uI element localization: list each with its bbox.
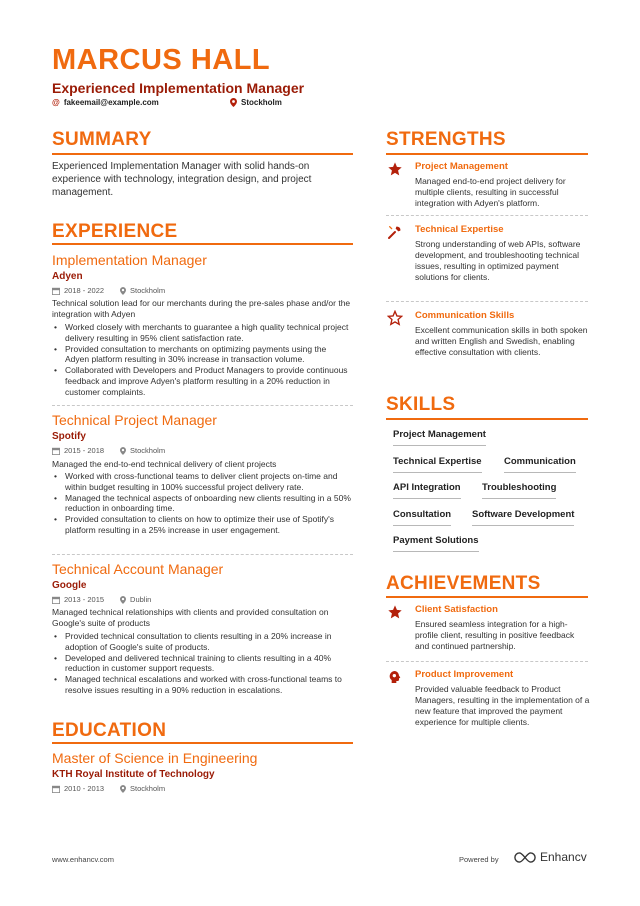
job-meta bbox=[52, 595, 151, 604]
divider bbox=[386, 301, 588, 302]
divider bbox=[52, 554, 353, 555]
strength-text: Strong understanding of web APIs, software development, and troubleshooting technical issues, resulting in optimized payment solutions for clients. bbox=[415, 239, 581, 282]
experience-rule bbox=[52, 243, 353, 245]
achievement-title: Client Satisfaction bbox=[415, 604, 498, 615]
job-role: Technical Account Manager bbox=[52, 561, 224, 577]
brand-logo[interactable] bbox=[514, 850, 587, 864]
job-location: Dublin bbox=[130, 595, 152, 604]
achievement-title: Product Improvement bbox=[415, 669, 514, 680]
achievement-text: Ensured seamless integration for a high-profile client, resulting in positive feedback and continued partnership. bbox=[415, 619, 575, 651]
list-item: • Worked with cross-functional teams to deliver client projects on-time and within budget resulting in 100% successful project delivery rate. bbox=[52, 471, 352, 493]
location-pin-icon bbox=[230, 98, 237, 107]
skill-tag: Project Management bbox=[393, 429, 486, 446]
education-rule bbox=[52, 742, 353, 744]
star-icon bbox=[386, 603, 404, 621]
list-item: • Managed the technical aspects of onboarding new clients resulting in a 50% reduction in onboarding time. bbox=[52, 493, 352, 515]
calendar-icon bbox=[52, 785, 60, 793]
candidate-name: MARCUS HALL bbox=[52, 44, 271, 76]
brand-name: Enhancv bbox=[540, 850, 587, 864]
list-item: • Provided technical consultation to clients resulting in a 20% increase in adoption of Google's suite of products. bbox=[52, 631, 352, 653]
job-location: Stockholm bbox=[130, 446, 166, 455]
job-company: Adyen bbox=[52, 271, 83, 282]
calendar-icon bbox=[52, 447, 60, 455]
job-role: Implementation Manager bbox=[52, 252, 207, 268]
achievements-rule bbox=[386, 596, 588, 598]
location-pin-icon bbox=[120, 785, 126, 793]
summary-heading: SUMMARY bbox=[52, 129, 152, 150]
education-location: Stockholm bbox=[130, 784, 166, 793]
calendar-icon bbox=[52, 596, 60, 604]
education-dates: 2010 - 2013 bbox=[64, 784, 105, 793]
wrench-icon bbox=[386, 223, 404, 241]
list-item: • Provided consultation to merchants on optimizing payments using the Adyen platform resulting in 30% increase in transaction volume. bbox=[52, 344, 352, 366]
location-pin-icon bbox=[120, 596, 126, 604]
achievement-text: Provided valuable feedback to Product Managers, resulting in the implementation of a new feature that improved the payment experience for multiple clients. bbox=[415, 684, 590, 727]
calendar-icon bbox=[52, 287, 60, 295]
skills-heading: SKILLS bbox=[386, 394, 456, 415]
job-company: Spotify bbox=[52, 431, 86, 442]
job-location: Stockholm bbox=[130, 286, 166, 295]
degree: Master of Science in Engineering bbox=[52, 750, 258, 766]
skill-tag: Consultation bbox=[393, 509, 451, 526]
job-dates: 2015 - 2018 bbox=[64, 446, 105, 455]
strength-title: Communication Skills bbox=[415, 310, 515, 321]
skills-rule bbox=[386, 418, 588, 420]
divider bbox=[386, 661, 588, 662]
location-text: Stockholm bbox=[241, 98, 282, 107]
summary-text: Experienced Implementation Manager with solid hands-on experience with technology, integration design, and project management. bbox=[52, 161, 312, 198]
job-bullets bbox=[52, 631, 352, 696]
infinity-icon bbox=[514, 852, 536, 863]
job-dates: 2018 - 2022 bbox=[64, 286, 105, 295]
candidate-title: Experienced Implementation Manager bbox=[52, 80, 305, 96]
job-bullets bbox=[52, 322, 352, 398]
experience-heading: EXPERIENCE bbox=[52, 221, 178, 242]
job-bullets bbox=[52, 471, 352, 536]
at-icon: @ bbox=[52, 98, 60, 107]
location-contact bbox=[230, 98, 282, 107]
achievements-heading: ACHIEVEMENTS bbox=[386, 573, 541, 594]
strength-text: Excellent communication skills in both spoken and written English and Swedish, enabling effective consultation with clients. bbox=[415, 325, 588, 357]
job-description: Managed the end-to-end technical delivery of client projects bbox=[52, 459, 277, 469]
skill-tag: Communication bbox=[504, 456, 576, 473]
skill-tag: Troubleshooting bbox=[482, 482, 556, 499]
list-item: • Worked closely with merchants to guarantee a high quality technical project delivery resulting in 95% client satisfaction rate. bbox=[52, 322, 352, 344]
strength-title: Project Management bbox=[415, 161, 508, 172]
list-item: • Provided consultation to clients on how to optimize their use of Spotify's platform resulting in a 25% increase in user engagement. bbox=[52, 514, 352, 536]
location-pin-icon bbox=[120, 447, 126, 455]
strengths-rule bbox=[386, 153, 588, 155]
skill-tag: Payment Solutions bbox=[393, 535, 479, 552]
job-description: Managed technical relationships with clients and provided consultation on Google's suite of products bbox=[52, 607, 329, 628]
job-meta bbox=[52, 286, 165, 295]
skill-tag: Technical Expertise bbox=[393, 456, 482, 473]
summary-rule bbox=[52, 153, 353, 155]
strength-text: Managed end-to-end project delivery for multiple clients, resulting in successful integration with Adyen's platform. bbox=[415, 176, 566, 208]
list-item: • Developed and delivered technical training to clients resulting in a 40% reduction in customer support requests. bbox=[52, 653, 352, 675]
brain-icon bbox=[386, 668, 404, 686]
star-icon bbox=[386, 160, 404, 178]
job-description: Technical solution lead for our merchants during the pre-sales phase and/or the integration with Adyen bbox=[52, 298, 351, 319]
powered-by-label: Powered by bbox=[459, 855, 499, 864]
footer-url[interactable]: www.enhancv.com bbox=[52, 855, 114, 864]
education-heading: EDUCATION bbox=[52, 720, 167, 741]
skill-tag: API Integration bbox=[393, 482, 461, 499]
job-meta bbox=[52, 446, 165, 455]
divider bbox=[52, 405, 353, 406]
star-outline-icon bbox=[386, 309, 404, 327]
skill-tag: Software Development bbox=[472, 509, 574, 526]
education-meta bbox=[52, 784, 165, 793]
job-company: Google bbox=[52, 580, 87, 591]
divider bbox=[386, 215, 588, 216]
job-dates: 2013 - 2015 bbox=[64, 595, 105, 604]
email-text: fakeemail@example.com bbox=[63, 98, 159, 107]
job-role: Technical Project Manager bbox=[52, 412, 217, 428]
school: KTH Royal Institute of Technology bbox=[52, 769, 215, 780]
strength-title: Technical Expertise bbox=[415, 224, 504, 235]
list-item: • Collaborated with Developers and Product Managers to provide continuous feedback and improve Adyen's platform resulting in a 20% reduction in customer complaints. bbox=[52, 365, 352, 397]
list-item: • Managed technical escalations and worked with cross-functional teams to resolve issues resulting in a 90% reduction in escalations. bbox=[52, 674, 352, 696]
email-contact[interactable] bbox=[52, 98, 159, 107]
strengths-heading: STRENGTHS bbox=[386, 129, 506, 150]
location-pin-icon bbox=[120, 287, 126, 295]
